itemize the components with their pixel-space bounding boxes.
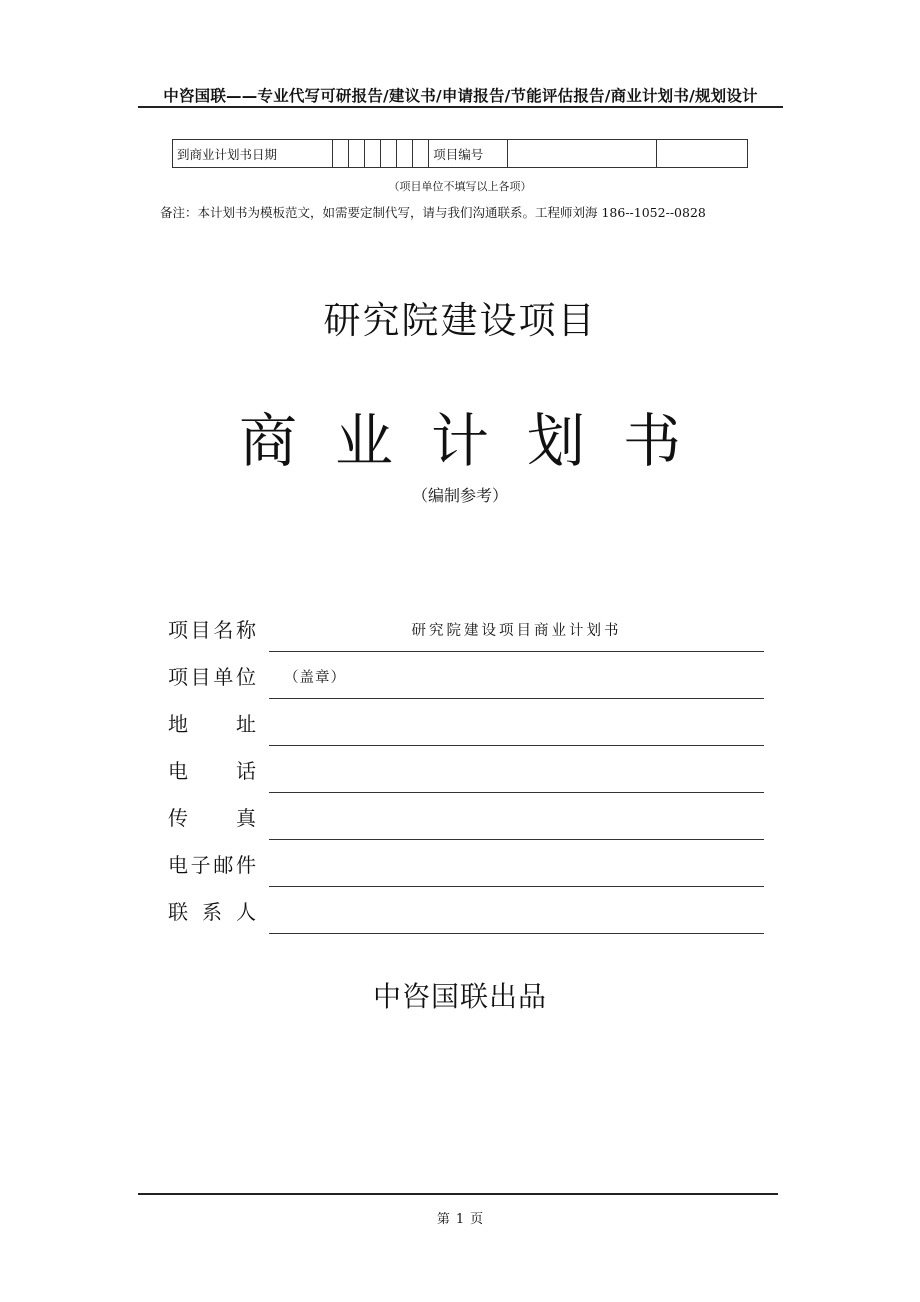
form-label: 电 话 [168,759,256,783]
form-label: 项 目 名 称 [168,618,256,642]
page-number: 第 1 页 [436,1212,484,1227]
project-info-form [168,606,764,935]
project-number-label: 项目编号 [429,140,507,168]
project-name-value: 研究院建设项目商业计划书 [411,623,622,639]
form-row-address [168,700,764,747]
form-underline [269,839,764,840]
form-row-project-unit [168,653,764,700]
form-underline [269,698,764,699]
date-digit-cell [332,140,348,168]
project-title: 研究院建设项目 [323,299,597,342]
date-digit-cell [364,140,380,168]
form-row-contact [168,888,764,935]
project-number-cell [507,140,656,168]
date-label: 到商业计划书日期 [173,140,333,168]
date-digit-cell [348,140,364,168]
publisher-credit: 中咨国联出品 [372,980,547,1013]
form-underline [269,745,764,746]
form-underline [269,792,764,793]
project-number-cell [656,140,747,168]
document-subtitle: （编制参考） [411,486,508,505]
remark-note: 备注：本计划书为模板范文，如需要定制代写，请与我们沟通联系。工程师刘海 186--1052--0828 [160,205,706,220]
fill-note: （项目单位不填写以上各项） [388,180,532,193]
header-divider [138,106,783,108]
form-label: 传 真 [168,806,256,830]
form-label: 地 址 [168,712,256,736]
footer-divider [138,1193,778,1195]
form-label: 电 子 邮 件 [168,853,256,877]
form-row-phone [168,747,764,794]
form-row-project-name [168,606,764,653]
form-underline [269,933,764,934]
form-underline [269,886,764,887]
form-label: 联 系 人 [168,900,256,924]
document-type-title: 商业计划书 [238,407,719,475]
form-row-fax [168,794,764,841]
form-underline [269,651,764,652]
date-project-number-table [172,139,748,168]
date-digit-cell [397,140,413,168]
date-digit-cell [413,140,429,168]
page-number-value: 1 [455,1212,465,1227]
date-digit-cell [381,140,397,168]
form-row-email [168,841,764,888]
form-label: 项 目 单 位 [168,665,256,689]
page-header: 中咨国联——专业代写可研报告/建议书/申请报告/节能评估报告/商业计划书/规划设计 [163,87,758,105]
project-unit-value: （盖章） [284,670,346,686]
